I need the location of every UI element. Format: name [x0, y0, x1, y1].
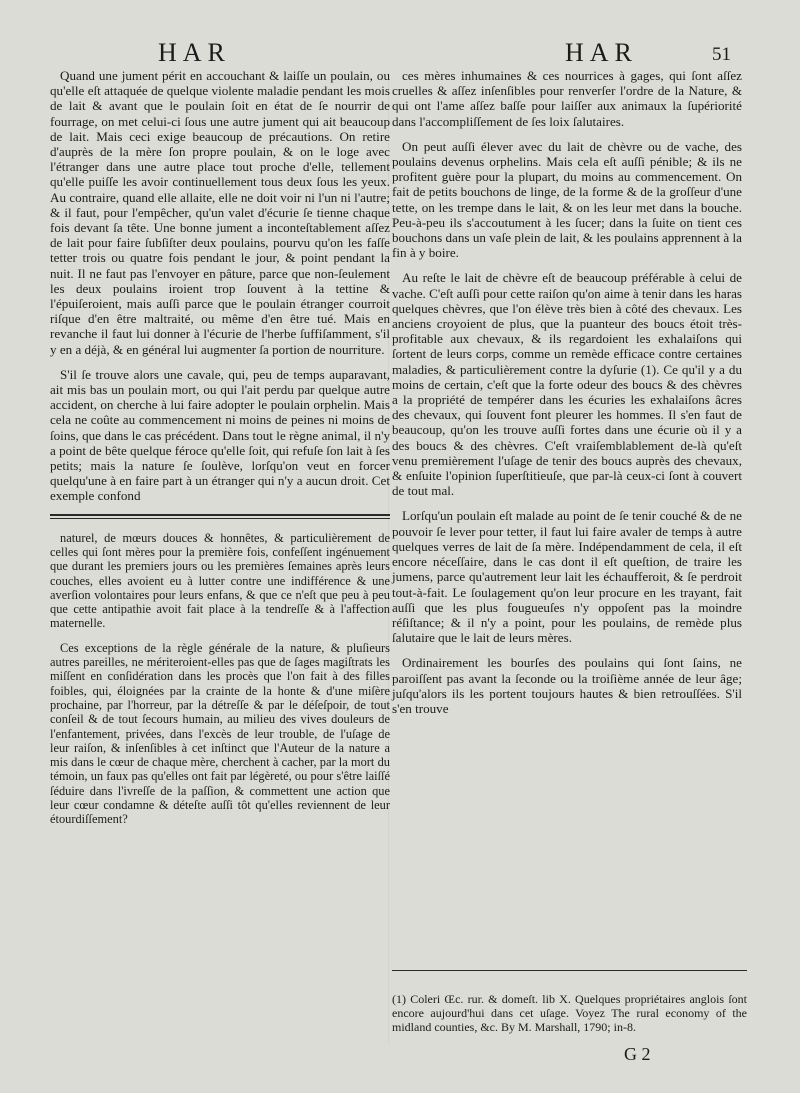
paragraph: Quand une jument périt en accouchant & laiſſe un poulain, ou qu'elle eſt attaquée de quelque violente maladie pendant les mois de lait & avant que le poulain ſoit en état de ſe nourrir de fourrage, on met celui-ci ſous une autre jument qui ait beaucoup de lait. Mais ceci exige beaucoup de précautions. On retire d'auprès de la mère ſon propre poulain, & on le loge avec l'étranger dans une autre place tout proche d'elle, tellement qu'elle puiſſe les avoir continuellement tous deux ſous les yeux. Au contraire, quand elle allaite, elle ne doit voir ni l'un ni l'autre; & il faut, pour l'empêcher, qu'un valet d'écurie ſe tienne chaque fois devant ſa tête. Une bonne jument a inconteſtablement aſſez de lait pour faire ſubſiſter deux poulains, pourvu qu'on les faſſe tetter trois ou quatre fois pendant le jour, & point pendant la nuit. Il ne faut pas l'envoyer en pâture, parce que non-ſeulement les deux poulains iroient trop ſouvent à la tettine & l'épuiſeroient, mais auſſi parce que le poulain étranger courroit riſque d'en être maltraité, ou même d'en être tué. Mais en revanche il faut lui donner à l'écurie de l'herbe ſuffiſamment, s'il y en a déjà, & en général lui augmenter ſa portion de nourriture. — [50, 68, 390, 357]
page-number: 51 — [712, 44, 731, 65]
paragraph: Ordinairement les bourſes des poulains qui ſont ſains, ne paroiſſent pas avant la ſeconde ou la troiſième année de leur âge; juſqu'alors ils les portent toujours hautes & bien retrouſſées. S'il s'en trouve — [392, 655, 742, 716]
running-head-right: HAR — [565, 38, 638, 67]
left-column — [50, 68, 390, 837]
running-head-left: HAR — [158, 38, 231, 67]
paragraph: S'il ſe trouve alors une cavale, qui, peu de temps auparavant, ait mis bas un poulain mort, ou qui l'ait perdu par quelque autre accident, on cherche à lui faire adopter le poulain orphelin. Mais cela ne coûte au commencement ni moins de peines ni moins de ſoins, que dans le cas précédent. Dans tout le règne animal, il n'y a point de bête quelque féroce qu'elle ſoit, qui refuſe ſon lait à ſes petits; mais la nature ſe ſoulève, lorſqu'on veut en forcer quelqu'une à en faire part à un étranger qui n'y a aucun droit. Cet exemple confond — [50, 366, 390, 504]
paragraph: On peut auſſi élever avec du lait de chèvre ou de vache, des poulains devenus orphelins. Mais cela eſt auſſi pénible; & ils ne profitent guère pour la plupart, du moins au commencement. On fait de petits bouchons de linge, de la forme & de la groſſeur d'une tette, on les trempe dans le lait, & on les leur met dans la bouche. Peu-à-peu ils s'accoutument à les ſucer; dans la ſuite on tient ces bouchons dans un vaſe plein de lait, & les poulains apprennent à la fin à y boire. — [392, 138, 742, 261]
paragraph: naturel, de mœurs douces & honnêtes, & particulièrement de celles qui ſont mères pour la première fois, confeſſent ingénuement que durant les premiers jours ou les premières ſemaines après leurs couches, elles avoient eu à lutter contre une indifférence & une averſion volontaires pour leurs enfans, & que ce n'eſt que peu à peu que cette antipathie avoit fait place à la tendreſſe & à l'affection maternelle. — [50, 530, 390, 631]
footnote-rule — [392, 970, 747, 971]
paragraph: Au reſte le lait de chèvre eſt de beaucoup préférable à celui de vache. C'eſt auſſi pour cette raiſon qu'on aime à tenir dans les haras quelques chèvres, que l'on élève très bien à côté des chevaux. Les anciens croyoient de plus, que la puanteur des boucs étoit très-profitable aux chevaux, & ils regardoient les exhalaiſons qui ſortent de leurs corps, comme un remède efficace contre certaines maladies, & particulièrement contre la dyſurie (1). Ce qu'il y a du moins de certain, c'eſt que la forte odeur des boucs & des chèvres a la propriété de tempérer dans les écuries les exhalaiſons âcres des chevaux, qui ſouvent font pleurer les hommes. Il s'en faut de beaucoup, qu'on les trouve auſſi fortes dans une écurie où il y a des boucs & des chèvres. C'eſt vraiſemblablement de-là qu'eſt venu premièrement l'uſage de tenir des boucs auprès des chevaux, & enſuite l'opinion ſuperſtitieuſe, que par-là ceux-ci ſont à couvert de tout mal. — [392, 270, 742, 499]
running-head — [0, 38, 800, 68]
section-rule — [50, 514, 390, 519]
paragraph: Ces exceptions de la règle générale de la nature, & pluſieurs autres pareilles, ne mériteroient-elles pas que de ſages magiſtrats les miſſent en conſidération dans les procès que l'on fait à des filles foibles, qui, éloignées par la crainte de la honte & d'une miſère prochaine, par l'horreur, par la détreſſe & par le déſeſpoir, de tout conſeil & de tout ſecours humain, au milieu des vives douleurs de l'enfantement, privées, dans l'excès de leur trouble, de l'uſage de leur raiſon, & inſenſibles à cet inſtinct que l'Auteur de la nature a mis dans le cœur de chaque mère, cherchent à cacher, par la mort du témoin, un faux pas qu'elles ont fait par légèreté, ou pour s'être laiſſé ſéduire dans l'ivreſſe de la paſſion, & commettent une action que leur cœur condamne & déteſte auſſi tôt qu'elles reviennent de leur étourdiſſement? — [50, 640, 390, 827]
paragraph: Lorſqu'un poulain eſt malade au point de ſe tenir couché & de ne pouvoir ſe lever pour tetter, il faut lui faire avaler de temps à autre quelques verres de lait de ſa mère. Indépendamment de cela, il eſt encore néceſſaire, dans le cas dont il eſt queſtion, de traire les jumens, parce qu'autrement leur lait les échaufferoit, & ſe perdroit tout-à-fait. Le ſoulagement qu'on leur procure en les trayant, fait auſſi que les plus fougueuſes n'y oppoſent pas la moindre réſiſtance; & il n'y a point, pour les poulains, de remède plus ſalutaire que le lait de leurs mères. — [392, 508, 742, 646]
continued-text — [50, 531, 390, 827]
signature-mark: G 2 — [624, 1044, 651, 1064]
footnote: (1) Coleri Œc. rur. & domeſt. lib X. Quelques propriétaires anglois ſont encore aujourd'hui dans cet uſage. Voyez The rural economy of the midland counties, &c. By M. Marshall, 1790; in-8. — [392, 992, 747, 1034]
paragraph: ces mères inhumaines & ces nourrices à gages, qui ſont aſſez cruelles & aſſez inſenſibles pour renverſer l'ordre de la Nature, & qui ont l'ame aſſez baſſe pour laiſſer aux animaux la ſupériorité dans l'accompliſſement de ſes loix ſalutaires. — [392, 68, 742, 129]
right-column — [392, 68, 742, 726]
